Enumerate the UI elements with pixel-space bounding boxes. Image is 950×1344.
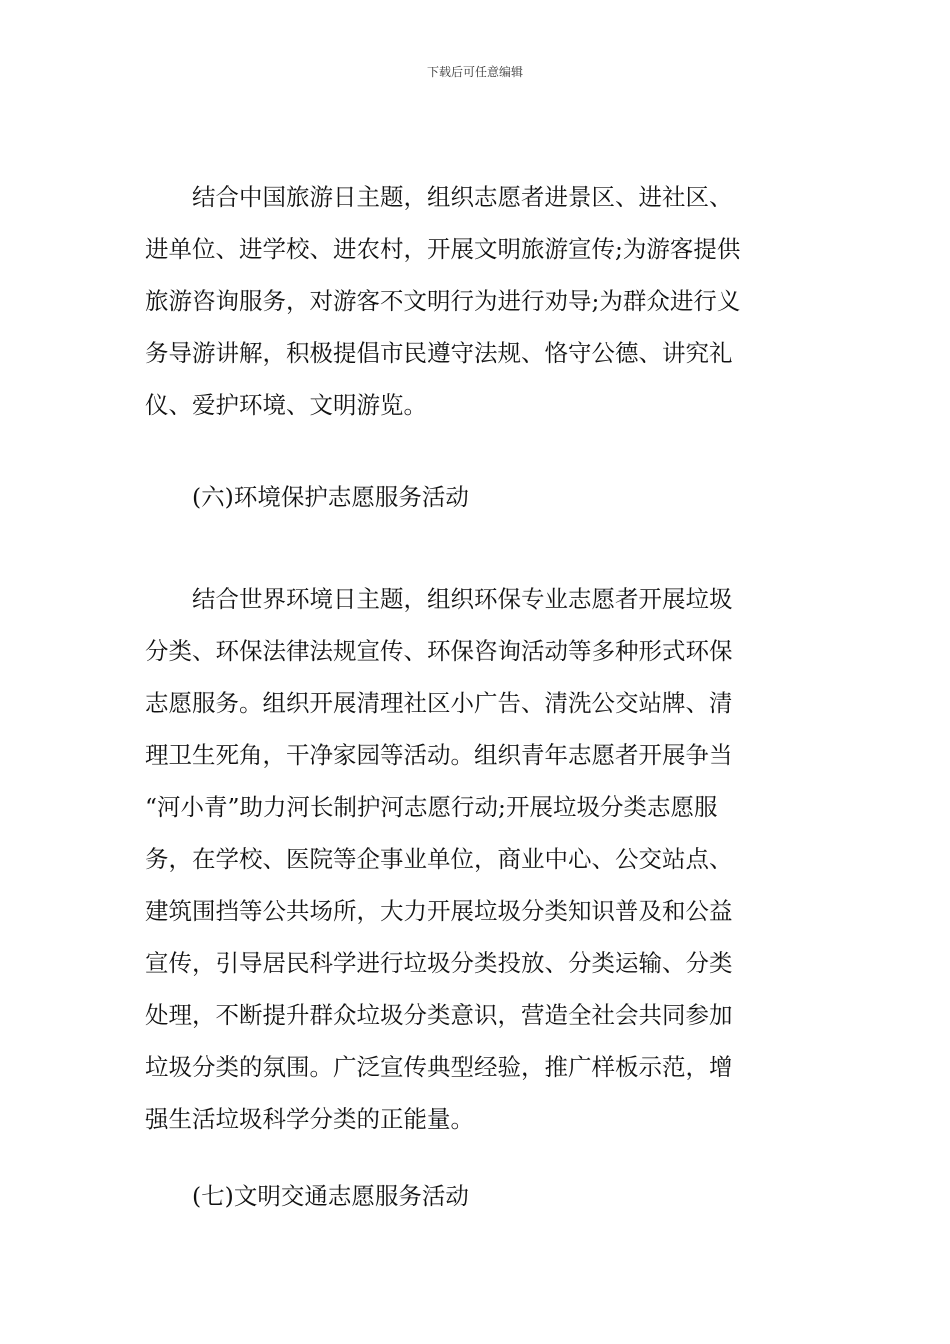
section-heading-7: (七)文明交通志愿服务活动 <box>192 1182 469 1210</box>
paragraph-line: 结合中国旅游日主题，组织志愿者进景区、进社区、 <box>192 183 733 211</box>
paragraph-line: 仪、爱护环境、文明游览。 <box>145 391 427 419</box>
page-header: 下载后可任意编辑 <box>426 65 523 79</box>
paragraph-tourism <box>145 171 805 431</box>
paragraph-line: 务，在学校、医院等企事业单位，商业中心、公交站点、 <box>145 845 733 873</box>
paragraph-line: 理卫生死角，干净家园等活动。组织青年志愿者开展争当 <box>145 741 733 769</box>
paragraph-line: 务导游讲解，积极提倡市民遵守法规、恪守公德、讲究礼 <box>145 339 733 367</box>
paragraph-line: 志愿服务。组织开展清理社区小广告、清洗公交站牌、清 <box>145 689 733 717</box>
paragraph-line: 进单位、进学校、进农村，开展文明旅游宣传;为游客提供 <box>145 235 741 263</box>
paragraph-line: 建筑围挡等公共场所，大力开展垃圾分类知识普及和公益 <box>145 897 733 925</box>
section-heading-6: (六)环境保护志愿服务活动 <box>192 483 469 511</box>
paragraph-line: 旅游咨询服务，对游客不文明行为进行劝导;为群众进行义 <box>145 287 741 315</box>
paragraph-line: 处理，不断提升群众垃圾分类意识，营造全社会共同参加 <box>145 1001 733 1029</box>
paragraph-line: 垃圾分类的氛围。广泛宣传典型经验，推广样板示范，增 <box>145 1053 733 1081</box>
paragraph-environment <box>145 573 805 1145</box>
paragraph-line: 结合世界环境日主题，组织环保专业志愿者开展垃圾 <box>192 585 733 613</box>
paragraph-line: “河小青”助力河长制护河志愿行动;开展垃圾分类志愿服 <box>145 793 718 821</box>
paragraph-line: 强生活垃圾科学分类的正能量。 <box>145 1105 474 1133</box>
paragraph-line: 宣传，引导居民科学进行垃圾分类投放、分类运输、分类 <box>145 949 733 977</box>
paragraph-line: 分类、环保法律法规宣传、环保咨询活动等多种形式环保 <box>145 637 733 665</box>
